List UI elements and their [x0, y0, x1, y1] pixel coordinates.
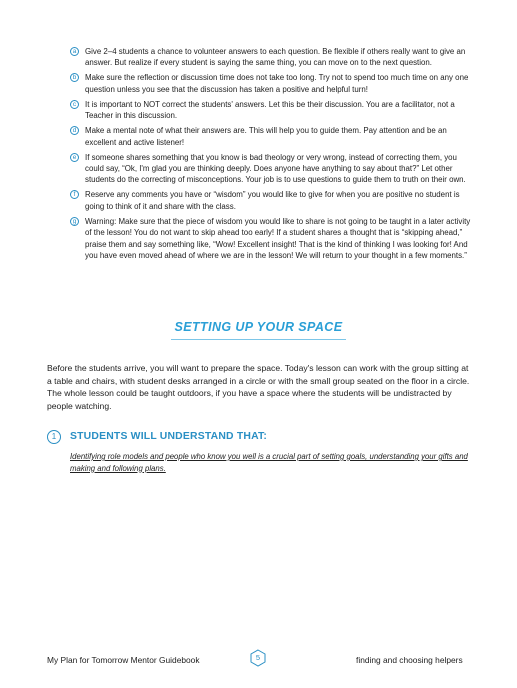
- item-letter-badge: e: [70, 153, 79, 162]
- footer-chapter-title: finding and choosing helpers: [356, 655, 463, 665]
- list-item: [70, 189, 476, 212]
- step-heading: STUDENTS WILL UNDERSTAND THAT:: [70, 431, 268, 442]
- item-text: Make a mental note of what their answers are. This will help you to guide them. Pay attention and be an excellent and active listener!: [85, 126, 447, 147]
- list-item: [70, 46, 476, 69]
- section-title: SETTING UP YOUR SPACE: [174, 320, 343, 334]
- item-text: Reserve any comments you have or “wisdom” you would like to give for when you are positive no student is going to think of it and share with the class.: [85, 190, 460, 211]
- title-underline: [171, 339, 346, 340]
- section-intro: Before the students arrive, you will want to prepare the space. Today's lesson can work with the group sitting at a table and chairs, with student desks arranged in a circle or with the small group seated on the floor in a circle. The whole lesson could be taught outdoors, if you have a space where the students will be undistracted by people watching.: [47, 363, 470, 411]
- list-item: [70, 99, 476, 122]
- list-item: [70, 72, 476, 95]
- list-item: [70, 216, 476, 262]
- item-text: If someone shares something that you know is bad theology or very wrong, instead of correcting them, you could say, “Ok, I'm glad you are thinking deeply. Does anyone have anything to say about that?” Let other students do the correcting of misconceptions. Your job is to use questions to guide them to truth on their own.: [85, 152, 466, 185]
- page-number-text: 5: [255, 653, 261, 662]
- item-letter-badge: c: [70, 100, 79, 109]
- item-text: It is important to NOT correct the students' answers. Let this be their discussion. You are a facilitator, not a Teacher in this discussion.: [85, 99, 455, 121]
- footer-book-title: My Plan for Tomorrow Mentor Guidebook: [47, 655, 200, 665]
- item-letter-badge: d: [70, 126, 79, 135]
- list-item: [70, 152, 476, 186]
- item-letter-badge: a: [70, 47, 79, 56]
- tips-list: [70, 46, 476, 265]
- item-text: Give 2–4 students a chance to volunteer answers to each question. Be flexible if others really want to give an answer. But realize if every student is saying the same thing, you can move on to the next question.: [85, 47, 466, 68]
- step-number-badge: 1: [47, 430, 61, 444]
- item-letter-badge: g: [70, 217, 79, 226]
- page-number: [250, 649, 266, 667]
- item-letter-badge: f: [70, 190, 79, 199]
- list-item: [70, 125, 476, 148]
- item-text: Warning: Make sure that the piece of wisdom you would like to share is not going to be taught in a later activity of the lesson! You do not want to skip ahead too early! If a student shares a thought that is “skipping ahead,” praise them and say something like, “Wow! Excellent insight! That is the kind of thinking I was looking for! And you have even moved ahead of where we are in the lesson! We will return to your thought in a few moments.”: [85, 216, 471, 261]
- learning-objective: Identifying role models and people who know you well is a crucial part of setting goals, understanding your gifts and making and following plans.: [70, 452, 468, 473]
- item-text: Make sure the reflection or discussion time does not take too long. Try not to spend too much time on any one question unless you see that the discussion has taken a positive and helpful turn!: [85, 73, 469, 94]
- item-letter-badge: b: [70, 73, 79, 82]
